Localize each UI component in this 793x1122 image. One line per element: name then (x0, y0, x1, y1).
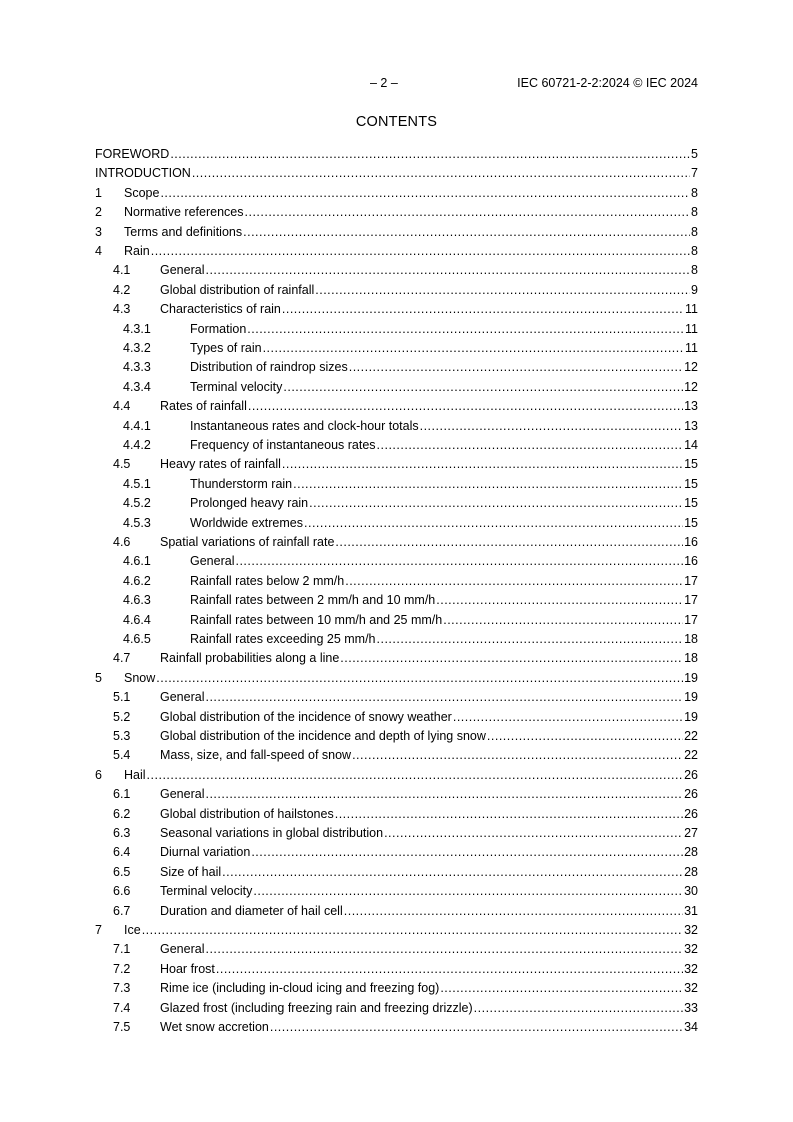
toc-entry-number: 4.6 (113, 535, 131, 549)
toc-entry[interactable] (95, 844, 698, 860)
toc-leader-dots (235, 553, 683, 569)
toc-leader-dots (247, 321, 684, 337)
toc-entry-page: 34 (684, 1020, 698, 1034)
toc-entry-title: Rainfall rates between 2 mm/h and 10 mm/h (190, 593, 436, 608)
toc-entry-number: 4.3.4 (123, 379, 151, 394)
toc-entry-number: 4.4.2 (123, 438, 151, 452)
toc-entry-page: 11 (685, 302, 698, 317)
toc-entry-page: 26 (684, 767, 698, 782)
toc-entry[interactable] (95, 262, 698, 278)
toc-entry-page: 13 (684, 418, 698, 433)
page-header (95, 76, 698, 92)
toc-entry-title: Rainfall rates between 10 mm/h and 25 mm/h (190, 612, 443, 627)
toc-entry[interactable] (95, 709, 698, 725)
toc-entry-page: 17 (684, 573, 698, 588)
toc-leader-dots (270, 1019, 683, 1035)
toc-leader-dots (440, 980, 683, 996)
toc-entry-number: 5.1 (113, 690, 131, 705)
toc-entry-title: Global distribution of the incidence of snowy weather (160, 709, 452, 724)
toc-entry-title: Prolonged heavy rain (190, 496, 309, 511)
toc-entry[interactable] (95, 650, 698, 666)
toc-entry-number: 4.4.1 (123, 418, 151, 433)
page-number: – 2 – (370, 76, 398, 90)
toc-leader-dots (283, 379, 683, 395)
toc-entry-title: Seasonal variations in global distribution (160, 826, 384, 840)
toc-entry-title: Duration and diameter of hail cell (160, 903, 343, 918)
toc-leader-dots (205, 262, 690, 278)
toc-entry[interactable] (95, 1000, 698, 1016)
toc-entry-title: Snow (124, 670, 156, 685)
toc-entry-page: 22 (684, 729, 698, 743)
toc-entry-title: Global distribution of rainfall (160, 282, 315, 297)
toc-leader-dots (282, 301, 684, 317)
toc-entry-page: 18 (684, 651, 698, 666)
toc-leader-dots (309, 495, 683, 511)
toc-entry[interactable] (95, 592, 698, 608)
toc-entry[interactable] (95, 806, 698, 822)
toc-entry[interactable] (95, 612, 698, 628)
toc-entry-page: 8 (691, 205, 698, 220)
toc-entry[interactable] (95, 922, 698, 938)
toc-entry-page: 27 (684, 826, 698, 840)
toc-entry[interactable] (95, 767, 698, 783)
toc-entry-title: General (160, 942, 205, 957)
toc-leader-dots (282, 456, 683, 472)
toc-entry-number: 6.3 (113, 826, 131, 840)
toc-entry-page: 19 (684, 670, 698, 685)
toc-entry-title: Scope (124, 185, 160, 200)
toc-entry-page: 26 (684, 806, 698, 821)
toc-leader-dots (315, 282, 690, 298)
toc-entry-page: 7 (691, 166, 698, 181)
toc-entry-number: 6.1 (113, 787, 131, 802)
toc-entry-page: 8 (691, 244, 698, 258)
toc-entry-number: 4.5.1 (123, 476, 151, 491)
toc-entry[interactable] (95, 243, 698, 259)
contents-title: CONTENTS (355, 114, 438, 130)
toc-entry[interactable] (95, 398, 698, 414)
toc-entry-number: 6.7 (113, 903, 131, 918)
toc-entry[interactable] (95, 282, 698, 298)
toc-leader-dots (352, 747, 683, 763)
toc-entry-page: 14 (684, 438, 698, 452)
toc-entry-page: 26 (684, 787, 698, 802)
toc-entry-title: Global distribution of hailstones (160, 806, 334, 821)
toc-entry-title: FOREWORD (95, 147, 170, 161)
toc-entry-title: Hail (124, 767, 146, 782)
toc-entry-title: INTRODUCTION (95, 166, 191, 181)
toc-entry-page: 28 (684, 864, 698, 879)
toc-entry-title: Hoar frost (160, 961, 215, 976)
toc-entry[interactable] (95, 301, 698, 317)
toc-entry[interactable] (95, 961, 698, 977)
toc-leader-dots (377, 437, 684, 453)
toc-entry-number: 7.2 (113, 961, 131, 976)
toc-entry[interactable] (95, 864, 698, 880)
toc-entry[interactable] (95, 476, 698, 492)
toc-entry-number: 4.4 (113, 399, 131, 414)
toc-entry[interactable] (95, 515, 698, 531)
toc-entry[interactable] (95, 165, 698, 181)
toc-entry-title: Rain (124, 244, 150, 258)
toc-leader-dots (192, 165, 690, 181)
toc-entry[interactable] (95, 379, 698, 395)
toc-entry-number: 6.6 (113, 884, 131, 899)
toc-entry-number: 4.3.1 (123, 321, 151, 336)
toc-entry-page: 8 (691, 185, 698, 200)
toc-entry[interactable] (95, 670, 698, 686)
toc-entry-title: Terminal velocity (190, 379, 283, 394)
toc-entry-title: Distribution of raindrop sizes (190, 360, 348, 375)
toc-leader-dots (487, 728, 683, 744)
toc-leader-dots (443, 612, 683, 628)
toc-entry-page: 11 (685, 341, 698, 355)
toc-entry-number: 5 (95, 670, 102, 685)
toc-entry-title: Worldwide extremes (190, 515, 304, 530)
toc-entry-title: Instantaneous rates and clock-hour totals (190, 418, 419, 433)
toc-entry-title: Terms and definitions (124, 224, 243, 239)
toc-entry-number: 1 (95, 185, 102, 200)
toc-entry-number: 4.6.3 (123, 593, 151, 608)
toc-entry-number: 6.5 (113, 864, 131, 879)
toc-entry-number: 4.1 (113, 263, 131, 278)
toc-entry[interactable] (95, 456, 698, 472)
toc-leader-dots (263, 340, 684, 356)
toc-leader-dots (243, 224, 690, 240)
toc-leader-dots (170, 146, 690, 162)
toc-entry-page: 28 (684, 845, 698, 860)
toc-entry-title: Normative references (124, 205, 244, 220)
toc-entry-page: 33 (684, 1000, 698, 1015)
toc-leader-dots (251, 844, 683, 860)
toc-entry-title: General (160, 787, 205, 802)
toc-entry-page: 5 (691, 147, 698, 161)
toc-entry-title: Rime ice (including in-cloud icing and freezing fog) (160, 981, 440, 996)
toc-entry-number: 3 (95, 224, 102, 239)
toc-leader-dots (248, 398, 683, 414)
toc-leader-dots (156, 670, 683, 686)
toc-entry-number: 4.6.4 (123, 612, 151, 627)
toc-entry-title: Heavy rates of rainfall (160, 457, 281, 472)
toc-leader-dots (349, 359, 683, 375)
toc-entry-title: Global distribution of the incidence and depth of lying snow (160, 729, 486, 743)
toc-leader-dots (205, 689, 683, 705)
toc-entry-title: Characteristics of rain (160, 302, 281, 317)
toc-entry-number: 7 (95, 923, 102, 937)
toc-leader-dots (142, 922, 683, 938)
toc-leader-dots (222, 864, 683, 880)
toc-entry[interactable] (95, 689, 698, 705)
toc-entry-page: 30 (684, 884, 698, 899)
toc-entry-page: 18 (684, 632, 698, 646)
toc-entry-title: Frequency of instantaneous rates (190, 438, 376, 452)
toc-entry-number: 4.3.3 (123, 360, 151, 375)
toc-entry-number: 7.1 (113, 942, 131, 957)
toc-entry-number: 4.5.3 (123, 515, 151, 530)
toc-entry[interactable] (95, 534, 698, 550)
toc-entry-title: Terminal velocity (160, 884, 253, 899)
toc-entry[interactable] (95, 340, 698, 356)
toc-leader-dots (160, 185, 690, 201)
toc-entry-page: 32 (684, 942, 698, 957)
toc-entry-page: 15 (684, 476, 698, 491)
toc-entry-number: 5.3 (113, 729, 131, 743)
toc-entry-title: Spatial variations of rainfall rate (160, 535, 335, 549)
toc-entry-page: 16 (684, 554, 698, 569)
toc-leader-dots (205, 941, 683, 957)
toc-entry[interactable] (95, 903, 698, 919)
toc-leader-dots (151, 243, 690, 259)
toc-entry-page: 32 (684, 923, 698, 937)
toc-leader-dots (293, 476, 683, 492)
toc-entry-number: 5.2 (113, 709, 131, 724)
toc-entry-title: Size of hail (160, 864, 222, 879)
toc-entry[interactable] (95, 146, 698, 162)
toc-entry-title: Rates of rainfall (160, 399, 247, 414)
toc-entry-page: 9 (691, 282, 698, 297)
toc-entry-title: Diurnal variation (160, 845, 251, 860)
toc-entry-page: 22 (684, 748, 698, 763)
toc-leader-dots (335, 806, 683, 822)
toc-entry-number: 7.3 (113, 981, 131, 996)
toc-leader-dots (253, 883, 683, 899)
toc-entry-number: 6.2 (113, 806, 131, 821)
toc-entry-page: 32 (684, 981, 698, 996)
toc-leader-dots (436, 592, 683, 608)
toc-entry-title: Ice (124, 923, 141, 937)
toc-leader-dots (147, 767, 684, 783)
toc-entry-number: 2 (95, 205, 102, 220)
toc-entry[interactable] (95, 1019, 698, 1035)
toc-entry-number: 4.3 (113, 302, 131, 317)
toc-entry-number: 4.5.2 (123, 496, 151, 511)
toc-leader-dots (453, 709, 683, 725)
toc-entry-number: 4.6.5 (123, 632, 151, 646)
toc-leader-dots (335, 534, 683, 550)
toc-entry-page: 12 (684, 360, 698, 375)
toc-entry-page: 19 (684, 690, 698, 705)
toc-entry-title: Rainfall rates exceeding 25 mm/h (190, 632, 376, 646)
toc-entry[interactable] (95, 941, 698, 957)
toc-entry[interactable] (95, 359, 698, 375)
toc-leader-dots (377, 631, 684, 647)
toc-entry[interactable] (95, 728, 698, 744)
toc-entry-number: 4.7 (113, 651, 131, 666)
toc-entry[interactable] (95, 224, 698, 240)
toc-entry-title: Rainfall probabilities along a line (160, 651, 340, 666)
toc-entry-title: Wet snow accretion (160, 1020, 269, 1034)
toc-leader-dots (216, 961, 683, 977)
toc-entry[interactable] (95, 437, 698, 453)
toc-entry-number: 4.2 (113, 282, 131, 297)
toc-entry-title: Thunderstorm rain (190, 476, 293, 491)
toc-leader-dots (205, 786, 683, 802)
toc-entry[interactable] (95, 495, 698, 511)
toc-entry-number: 7.4 (113, 1000, 131, 1015)
toc-entry-page: 12 (684, 379, 698, 394)
toc-entry[interactable] (95, 204, 698, 220)
toc-entry-title: Glazed frost (including freezing rain and freezing drizzle) (160, 1000, 473, 1015)
toc-entry[interactable] (95, 883, 698, 899)
toc-entry-title: General (190, 554, 235, 569)
toc-entry-page: 19 (684, 709, 698, 724)
toc-entry-page: 17 (684, 612, 698, 627)
toc-entry-number: 6 (95, 767, 102, 782)
toc-entry[interactable] (95, 553, 698, 569)
toc-leader-dots (304, 515, 683, 531)
toc-entry-title: Mass, size, and fall-speed of snow (160, 748, 352, 763)
toc-entry-page: 8 (691, 263, 698, 278)
toc-entry-page: 15 (684, 496, 698, 511)
toc-leader-dots (344, 903, 683, 919)
toc-entry[interactable] (95, 825, 698, 841)
toc-entry-number: 4.3.2 (123, 341, 151, 355)
toc-entry-number: 4.6.1 (123, 554, 151, 569)
toc-entry[interactable] (95, 321, 698, 337)
toc-entry-number: 4 (95, 244, 102, 258)
toc-entry-page: 32 (684, 961, 698, 976)
toc-entry-title: Types of rain (190, 341, 262, 355)
toc-entry-title: Rainfall rates below 2 mm/h (190, 573, 345, 588)
toc-entry-page: 13 (684, 399, 698, 414)
toc-entry-title: General (160, 263, 205, 278)
toc-entry-page: 16 (684, 535, 698, 549)
document-reference: IEC 60721-2-2:2024 © IEC 2024 (517, 76, 698, 90)
toc-entry[interactable] (95, 786, 698, 802)
toc-leader-dots (474, 1000, 683, 1016)
toc-entry-number: 5.4 (113, 748, 131, 763)
toc-entry-page: 11 (685, 321, 698, 336)
toc-leader-dots (245, 204, 691, 220)
toc-leader-dots (345, 573, 683, 589)
toc-entry-number: 4.5 (113, 457, 131, 472)
toc-leader-dots (384, 825, 683, 841)
toc-entry[interactable] (95, 747, 698, 763)
toc-entry-page: 15 (684, 457, 698, 472)
toc-entry[interactable] (95, 631, 698, 647)
toc-entry-title: General (160, 690, 205, 705)
toc-entry-number: 7.5 (113, 1020, 131, 1034)
toc-entry-page: 17 (684, 593, 698, 608)
toc-entry-page: 15 (684, 515, 698, 530)
toc-entry[interactable] (95, 418, 698, 434)
toc-entry[interactable] (95, 573, 698, 589)
toc-entry[interactable] (95, 980, 698, 996)
toc-entry-page: 8 (691, 224, 698, 239)
toc-entry-number: 4.6.2 (123, 573, 151, 588)
toc-entry-page: 31 (684, 903, 698, 918)
toc-entry-number: 6.4 (113, 845, 131, 860)
toc-entry[interactable] (95, 185, 698, 201)
toc-entry-title: Formation (190, 321, 247, 336)
toc-leader-dots (340, 650, 683, 666)
toc-leader-dots (420, 418, 683, 434)
